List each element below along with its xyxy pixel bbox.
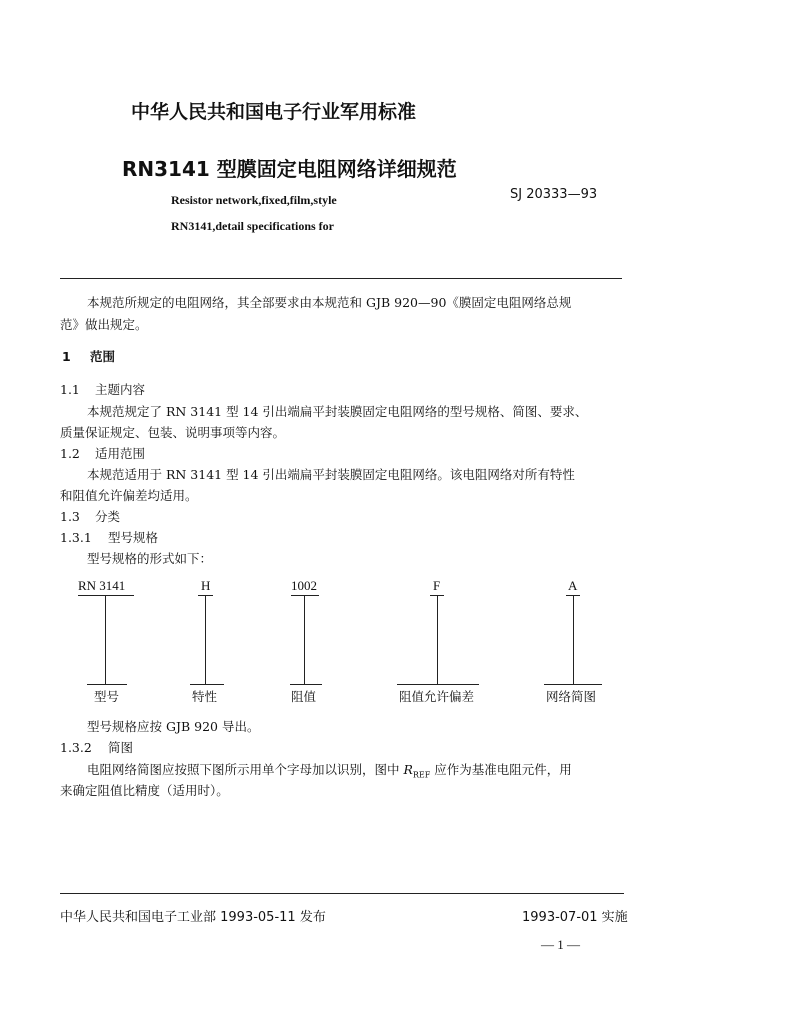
type-label-model: 型号 <box>94 689 120 704</box>
section-1-3-2-title: 简图 <box>108 740 134 755</box>
type-code-schematic-leader <box>573 595 574 684</box>
type-code-characteristic: H <box>201 578 211 593</box>
english-title-line-1: Resistor network,fixed,film,style <box>171 193 337 207</box>
footer-effective-date: 1993-07-01 实施 <box>522 910 628 925</box>
section-1-3-2-line-2: 来确定阻值比精度（适用时）。 <box>60 783 229 798</box>
section-1-3-1-after: 型号规格应按 GJB 920 导出。 <box>87 719 260 734</box>
type-code-resistance: 1002 <box>291 578 317 593</box>
document-number: SJ 20333—93 <box>510 187 598 202</box>
reference-resistor-subscript: REF <box>412 770 431 780</box>
type-label-characteristic-line <box>190 684 224 685</box>
standard-organization: 中华人民共和国电子行业军用标准 <box>131 101 417 123</box>
section-1-2-title: 适用范围 <box>95 446 146 461</box>
section-1-2-number: 1.2 <box>60 446 80 461</box>
type-label-model-line <box>87 684 127 685</box>
type-label-resistance-line <box>290 684 322 685</box>
section-1-3-1-intro: 型号规格的形式如下： <box>87 551 213 566</box>
section-1-3-number: 1.3 <box>60 509 80 524</box>
type-label-resistance: 阻值 <box>291 689 317 704</box>
type-label-tolerance: 阻值允许偏差 <box>399 689 475 704</box>
type-code-tolerance-leader <box>437 595 438 684</box>
section-1-title: 范围 <box>90 349 116 364</box>
reference-resistor-symbol: R <box>403 762 413 777</box>
header-divider <box>60 278 622 279</box>
type-code-schematic: A <box>568 578 578 593</box>
english-title-line-2: RN3141,detail specifications for <box>171 219 334 233</box>
section-1-number: 1 <box>62 349 71 364</box>
section-1-3-2-line-1-part-1: 电阻网络简图应按照下图所示用单个字母加以识别，图中 <box>87 762 404 777</box>
type-code-model: RN 3141 <box>78 578 126 593</box>
page-number: — 1 — <box>541 937 580 952</box>
type-code-model-leader <box>105 595 106 684</box>
section-1-2-line-2: 和阻值允许偏差均适用。 <box>60 488 198 503</box>
type-label-schematic: 网络简图 <box>546 689 597 704</box>
type-label-tolerance-line <box>397 684 479 685</box>
section-1-3-1-title: 型号规格 <box>108 530 159 545</box>
type-code-resistance-underline <box>291 595 319 596</box>
type-code-resistance-leader <box>304 595 305 684</box>
type-label-schematic-line <box>544 684 602 685</box>
section-1-3-2-number: 1.3.2 <box>60 740 92 755</box>
section-1-3-2-line-1-part-2: 应作为基准电阻元件，用 <box>430 762 572 777</box>
section-1-3-title: 分类 <box>95 509 121 524</box>
type-code-model-underline <box>78 595 134 596</box>
section-1-1-title: 主题内容 <box>95 382 146 397</box>
footer-issuer: 中华人民共和国电子工业部 1993-05-11 发布 <box>60 910 326 925</box>
footer-divider <box>60 893 624 894</box>
type-code-characteristic-leader <box>205 595 206 684</box>
intro-line-2: 范》做出规定。 <box>60 317 148 332</box>
section-1-3-2-line-1 <box>87 761 572 785</box>
intro-line-1: 本规范所规定的电阻网络，其全部要求由本规范和 GJB 920—90《膜固定电阻网络总规 <box>87 295 572 310</box>
section-1-2-line-1: 本规范适用于 RN 3141 型 14 引出端扁平封装膜固定电阻网络。该电阻网络对所有特性 <box>87 467 575 482</box>
section-1-1-number: 1.1 <box>60 382 80 397</box>
document-title: RN3141 型膜固定电阻网络详细规范 <box>122 157 457 181</box>
section-1-1-line-2: 质量保证规定、包装、说明事项等内容。 <box>60 425 286 440</box>
section-1-3-1-number: 1.3.1 <box>60 530 92 545</box>
type-label-characteristic: 特性 <box>192 689 218 704</box>
type-code-tolerance: F <box>433 578 441 593</box>
section-1-1-line-1: 本规范规定了 RN 3141 型 14 引出端扁平封装膜固定电阻网络的型号规格、简图、要求、 <box>87 404 588 419</box>
